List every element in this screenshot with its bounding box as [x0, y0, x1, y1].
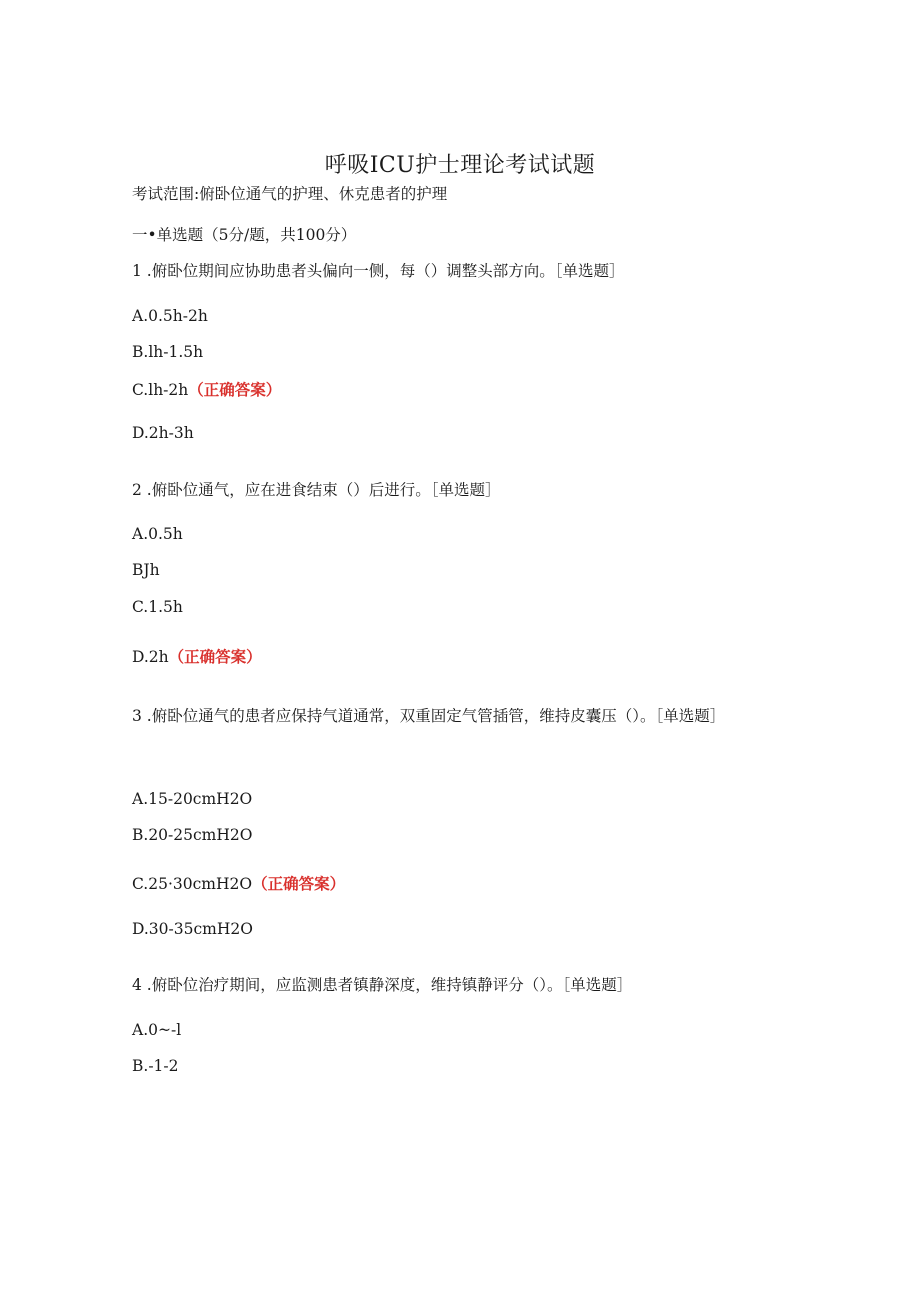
question-2-option-d [132, 646, 262, 668]
document-title: 呼吸ICU护士理论考试试题 [324, 153, 596, 178]
question-1-text: 1 .俯卧位期间应协助患者头偏向一侧，每（）调整头部方向。［单选题］ [132, 262, 625, 280]
question-3-option-a: A.15-20cmH2O [132, 790, 253, 808]
question-3-text: 3 .俯卧位通气的患者应保持气道通常，双重固定气管插管，维持皮囊压（）。［单选题］ [132, 707, 726, 725]
question-1-option-a: A.0.5h-2h [132, 307, 208, 325]
option-label: C.25·30cmH2O [132, 875, 253, 893]
question-4-option-a: A.0~-l [132, 1021, 182, 1039]
section-heading: 一•单选题（5分/题，共100分） [132, 226, 357, 244]
correct-answer-mark: （正确答案） [188, 380, 282, 399]
option-label: C.lh-2h [132, 381, 189, 399]
option-label: D.2h [132, 648, 169, 666]
question-3-option-d: D.30-35cmH2O [132, 920, 253, 938]
question-2-option-c: C.1.5h [132, 598, 183, 616]
question-1-option-b: B.lh-1.5h [132, 343, 204, 361]
exam-scope: 考试范围:俯卧位通气的护理、休克患者的护理 [132, 185, 448, 203]
question-4-text: 4 .俯卧位治疗期间，应监测患者镇静深度，维持镇静评分（）。［单选题］ [132, 976, 633, 994]
question-2-option-b: BJh [132, 561, 160, 579]
correct-answer-mark: （正确答案） [168, 647, 262, 666]
question-2-option-a: A.0.5h [132, 525, 183, 543]
question-1-option-c [132, 379, 281, 401]
question-1-option-d: D.2h-3h [132, 424, 194, 442]
question-3-option-b: B.20-25cmH2O [132, 826, 253, 844]
correct-answer-mark: （正确答案） [252, 874, 346, 893]
question-4-option-b: B.-1-2 [132, 1057, 179, 1075]
question-3-option-c [132, 873, 345, 895]
question-2-text: 2 .俯卧位通气，应在进食结束（）后进行。［单选题］ [132, 481, 501, 499]
